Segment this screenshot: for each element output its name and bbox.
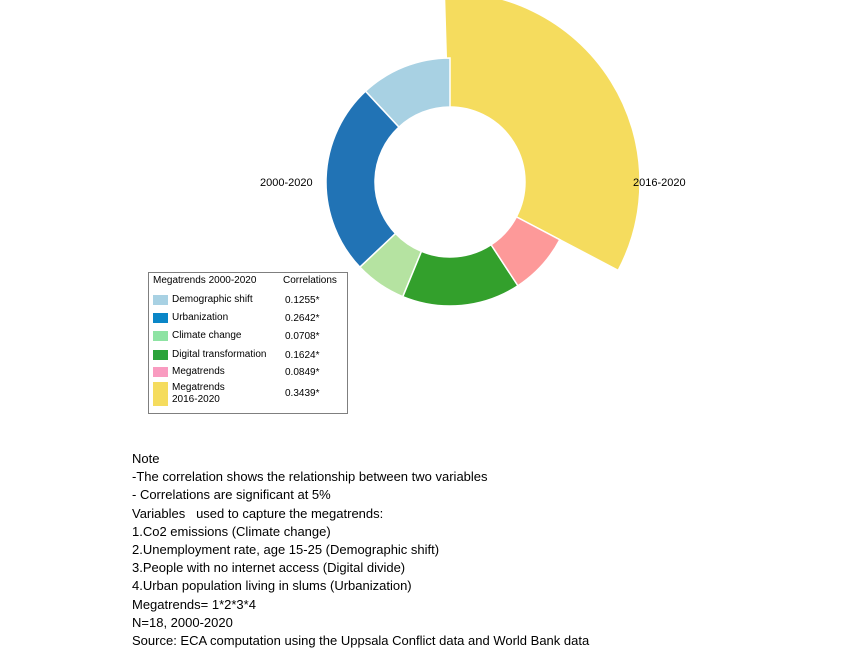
legend-item-megatrends bbox=[149, 365, 347, 381]
legend-item-name: Digital transformation bbox=[172, 349, 267, 360]
note-block bbox=[132, 450, 589, 650]
legend-header-megatrends: Megatrends 2000-2020 bbox=[153, 275, 257, 286]
legend-swatch bbox=[153, 382, 168, 406]
legend-item-demographic-shift bbox=[149, 293, 347, 309]
note-line: 1.Co2 emissions (Climate change) bbox=[132, 523, 331, 539]
legend-item-name: Urbanization bbox=[172, 312, 229, 323]
legend-item-value: 0.1255* bbox=[285, 295, 320, 306]
note-line: -The correlation shows the relationship between two variables bbox=[132, 469, 488, 485]
note-source: Source: ECA computation using the Uppsala Conflict data and World Bank data bbox=[132, 633, 590, 649]
legend-item-value: 0.2642* bbox=[285, 313, 320, 324]
legend-swatch bbox=[153, 313, 168, 323]
note-line: Variables used to capture the megatrends: bbox=[132, 505, 384, 521]
legend-item-value: 0.1624* bbox=[285, 350, 320, 361]
legend-item-urbanization bbox=[149, 311, 347, 327]
note-title: Note bbox=[132, 451, 160, 466]
legend-header-correlations: Correlations bbox=[283, 275, 337, 286]
legend-item-name: Climate change bbox=[172, 330, 242, 341]
ring-label-2016-2020: 2016-2020 bbox=[633, 177, 686, 189]
note-line: - Correlations are significant at 5% bbox=[132, 487, 331, 503]
legend-item-climate-change bbox=[149, 329, 347, 345]
legend-swatch bbox=[153, 367, 168, 377]
legend bbox=[148, 272, 348, 414]
ring-label-2000-2020: 2000-2020 bbox=[260, 177, 313, 189]
legend-item-name: Megatrends bbox=[172, 366, 225, 377]
note-line: N=18, 2000-2020 bbox=[132, 614, 233, 630]
legend-item-name: Megatrends 2016-2020 bbox=[172, 382, 225, 405]
legend-swatch bbox=[153, 295, 168, 305]
legend-swatch bbox=[153, 350, 168, 360]
note-line: 4.Urban population living in slums (Urbanization) bbox=[132, 578, 412, 594]
legend-item-value: 0.0708* bbox=[285, 331, 320, 342]
legend-item-digital-transformation bbox=[149, 348, 347, 364]
note-line: 2.Unemployment rate, age 15-25 (Demographic shift) bbox=[132, 542, 440, 558]
legend-item-megatrends-2016-2020 bbox=[149, 381, 347, 409]
legend-item-value: 0.3439* bbox=[285, 388, 320, 399]
legend-item-value: 0.0849* bbox=[285, 367, 320, 378]
note-line: Megatrends= 1*2*3*4 bbox=[132, 596, 256, 612]
legend-item-name: Demographic shift bbox=[172, 294, 253, 305]
note-line: 3.People with no internet access (Digital divide) bbox=[132, 560, 406, 576]
legend-swatch bbox=[153, 331, 168, 341]
